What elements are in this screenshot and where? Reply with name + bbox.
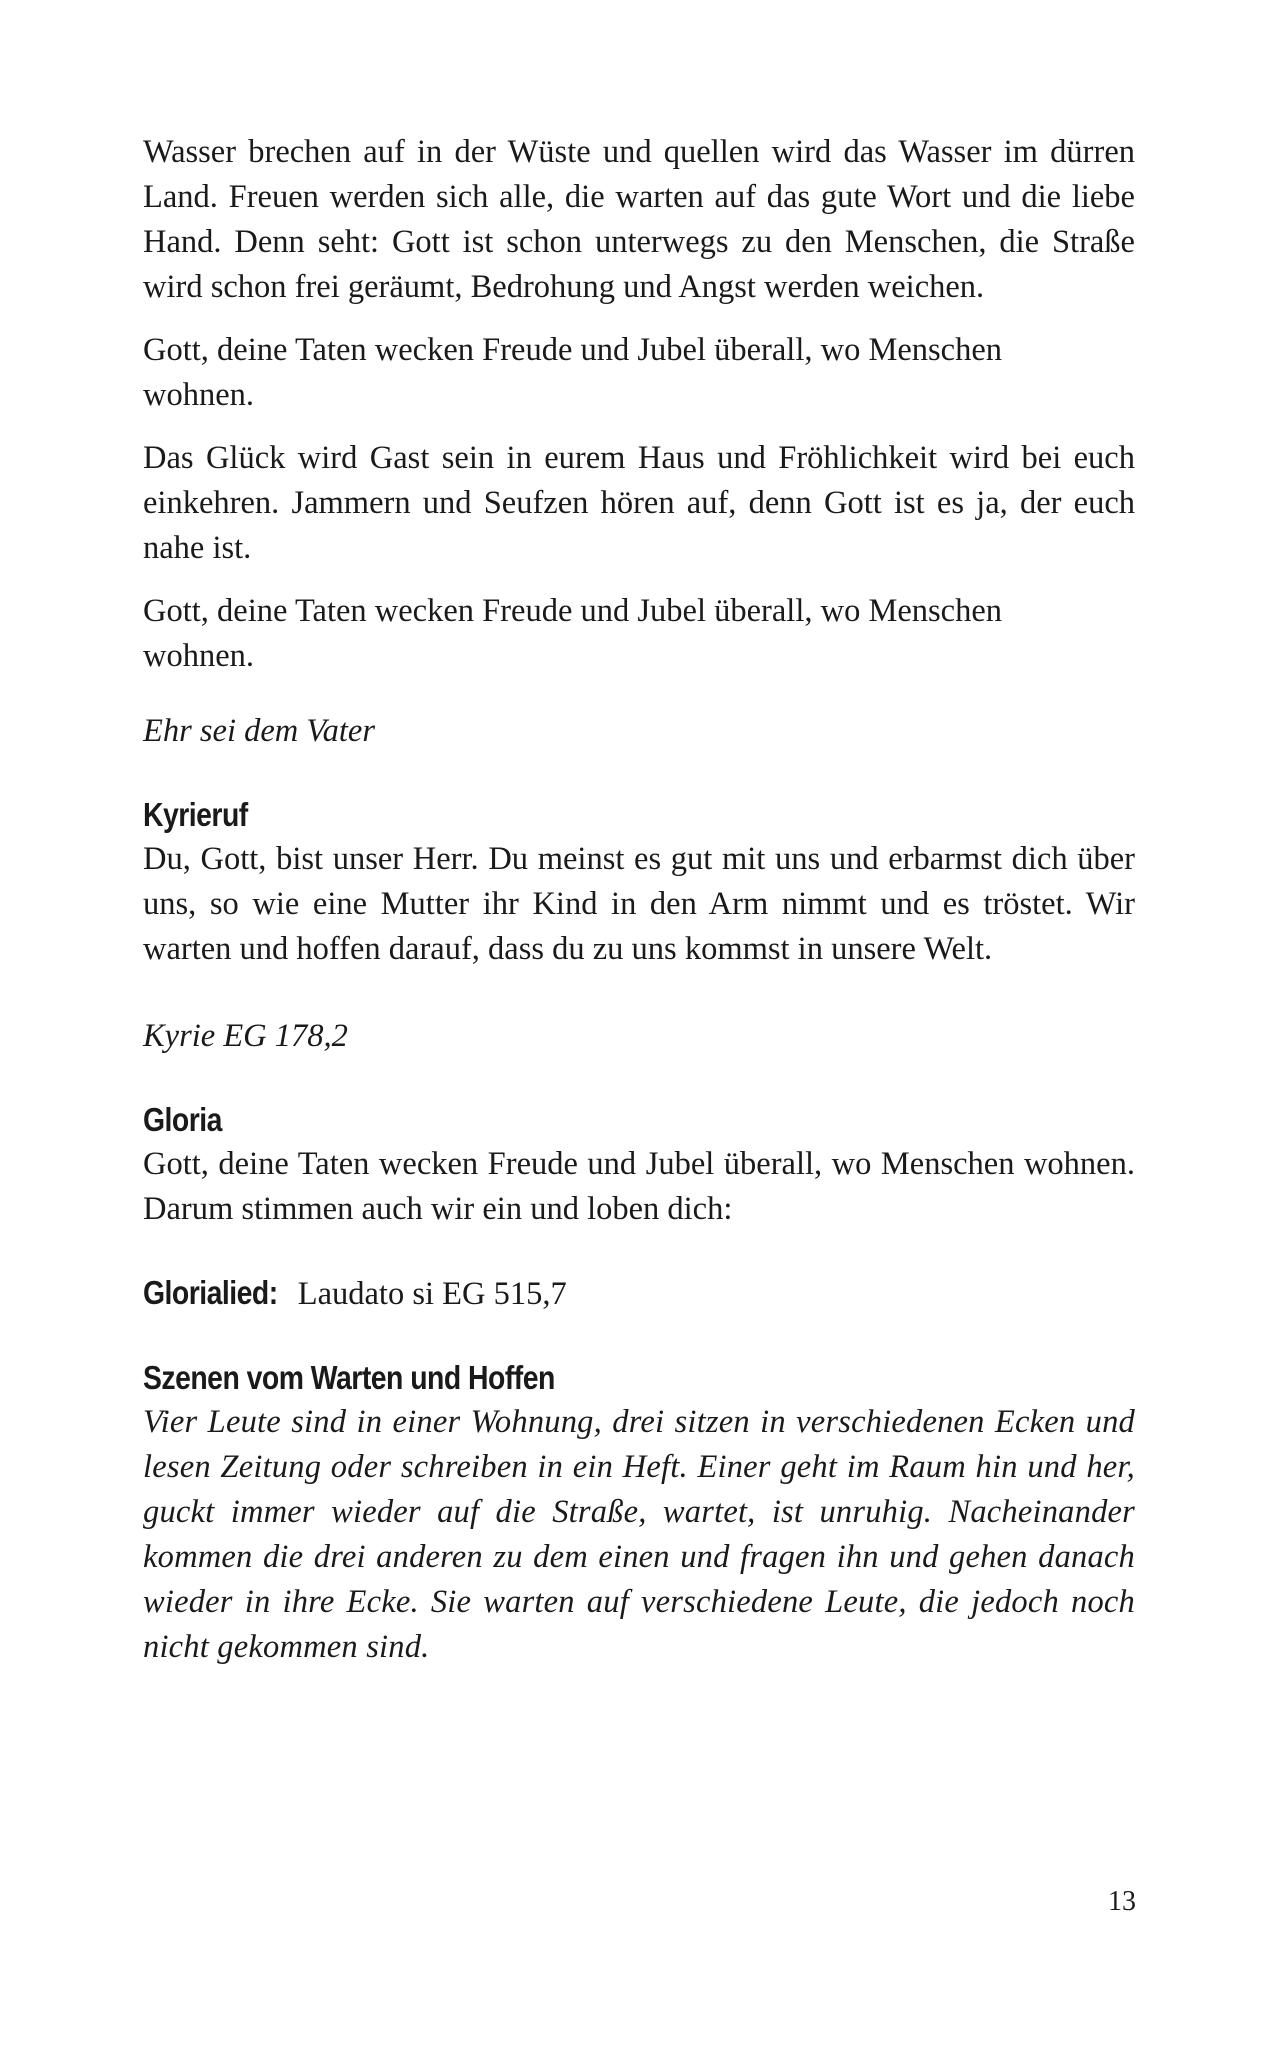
page-number: 13: [1108, 1886, 1136, 1917]
szenen-heading: Szenen vom Warten und Hoffen: [143, 1359, 555, 1396]
paragraph-happiness: Das Glück wird Gast sein in eurem Haus und Fröhlichkeit wird bei euch einkehren. Jammern und Seufzen hören auf, denn Gott ist es ja, der euch nahe ist.: [143, 440, 1135, 566]
gloria-text: Gott, deine Taten wecken Freude und Jubel überall, wo Menschen wohnen. Darum stimmen auch wir ein und loben dich:: [143, 1146, 1135, 1227]
gloria-patri-note: Ehr sei dem Vater: [143, 713, 375, 749]
kyrieruf-heading: Kyrieruf: [143, 796, 248, 833]
szenen-text: Vier Leute sind in einer Wohnung, drei sitzen in verschiedenen Ecken und lesen Zeitung oder schreiben in ein Heft. Einer geht im Raum hin und her, guckt immer wieder auf die Straße, wartet, ist unruhig. Nacheinander kommen die drei anderen zu dem einen und fragen ihn und gehen danach wieder in ihre Ecke. Sie warten auf verschiedene Leute, die jedoch noch nicht gekommen sind.: [143, 1404, 1135, 1665]
kyrie-note: Kyrie EG 178,2: [143, 1018, 348, 1054]
paragraph-water: Wasser brechen auf in der Wüste und quellen wird das Wasser im dürren Land. Freuen werden sich alle, die warten auf das gute Wort und die liebe Hand. Denn seht: Gott ist schon unterwegs zu den Menschen, die Straße wird schon frei geräumt, Bedrohung und Angst werden weichen.: [143, 134, 1135, 305]
page-body: [143, 130, 1135, 1670]
response-line-1: Gott, deine Taten wecken Freude und Jubel überall, wo Menschen wohnen.: [143, 332, 1003, 413]
response-line-2: Gott, deine Taten wecken Freude und Jubel überall, wo Menschen wohnen.: [143, 593, 1003, 674]
glorialied-value: Laudato si EG 515,7: [297, 1276, 567, 1312]
glorialied-label: Glorialied:: [143, 1274, 278, 1311]
gloria-heading: Gloria: [143, 1101, 222, 1138]
glorialied-line: [143, 1270, 1135, 1317]
kyrieruf-text: Du, Gott, bist unser Herr. Du meinst es gut mit uns und erbarmst dich über uns, so wie eine Mutter ihr Kind in den Arm nimmt und es tröstet. Wir warten und hoffen darauf, dass du zu uns kommst in unsere Welt.: [143, 841, 1135, 967]
